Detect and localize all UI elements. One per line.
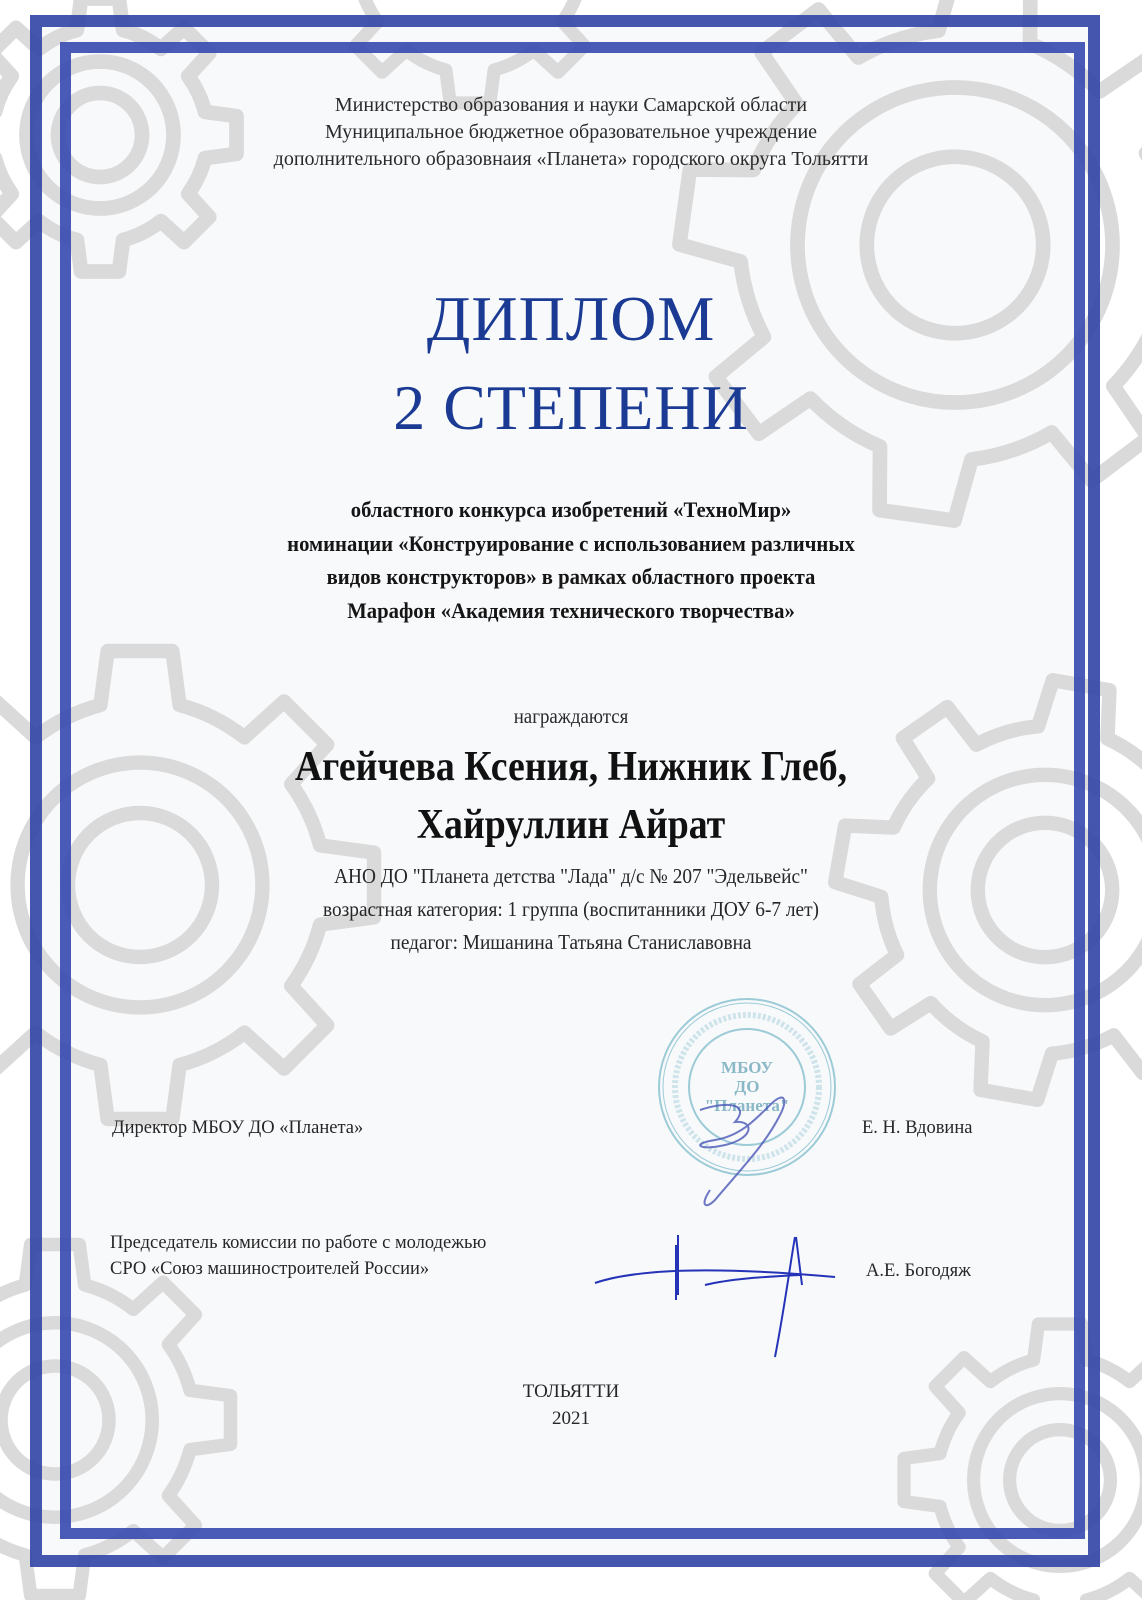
header-line-ministry: Министерство образования и науки Самарской области — [334, 94, 808, 116]
teacher-name: педагог: Мишанина Татьяна Станиславовна — [390, 930, 752, 954]
stamp-text-line2: ДО — [734, 1077, 760, 1096]
recipient-names-line: Агейчева Ксения, Нижник Глеб, — [294, 744, 848, 790]
recipient-details — [46, 860, 1097, 959]
recipient-names-line: Хайруллин Айрат — [416, 802, 726, 848]
header-line-department: дополнительного образовнаия «Планета» городского округа Тольятти — [273, 148, 869, 170]
director-handwritten-signature — [660, 1060, 800, 1220]
contest-line: областного конкурса изобретений «ТехноМир» — [350, 497, 792, 522]
contest-description — [46, 493, 1097, 627]
director-name: Е. Н. Вдовина — [862, 1118, 973, 1138]
issuing-organization-header — [0, 92, 1142, 173]
age-category: возрастная категория: 1 группа (воспитанники ДОУ 6-7 лет) — [323, 897, 819, 921]
stamp-text-line1: МБОУ — [721, 1058, 773, 1077]
chairman-handwritten-signature — [590, 1225, 850, 1365]
chairman-title-line: Председатель комиссии по работе с молодежью — [110, 1233, 487, 1253]
contest-line: Марафон «Академия технического творчества» — [347, 597, 795, 623]
diploma-degree: 2 СТЕПЕНИ — [393, 372, 749, 443]
director-title: Директор МБОУ ДО «Планета» — [112, 1118, 364, 1138]
awarded-label: награждаются — [513, 704, 629, 728]
stamp-text-line3: "Планета" — [704, 1096, 790, 1115]
recipient-organization: АНО ДО "Планета детства "Лада" д/с № 207 "Эдельвейс" — [334, 864, 808, 888]
recipient-names — [57, 738, 1085, 854]
diploma-title: ДИПЛОМ — [426, 283, 716, 354]
contest-line: номинации «Конструирование с использованием различных — [287, 530, 855, 556]
footer-year: 2021 — [552, 1408, 590, 1429]
chairman-name: А.Е. Богодяж — [866, 1261, 971, 1281]
footer — [0, 1378, 1142, 1432]
contest-line: видов конструкторов» в рамках областного проекта — [326, 564, 816, 589]
chairman-title-line: СРО «Союз машиностроителей России» — [110, 1259, 430, 1279]
footer-city: ТОЛЬЯТТИ — [522, 1381, 620, 1402]
chairman-title — [110, 1230, 486, 1282]
header-line-institution: Муниципальное бюджетное образовательное учреждение — [324, 121, 818, 143]
